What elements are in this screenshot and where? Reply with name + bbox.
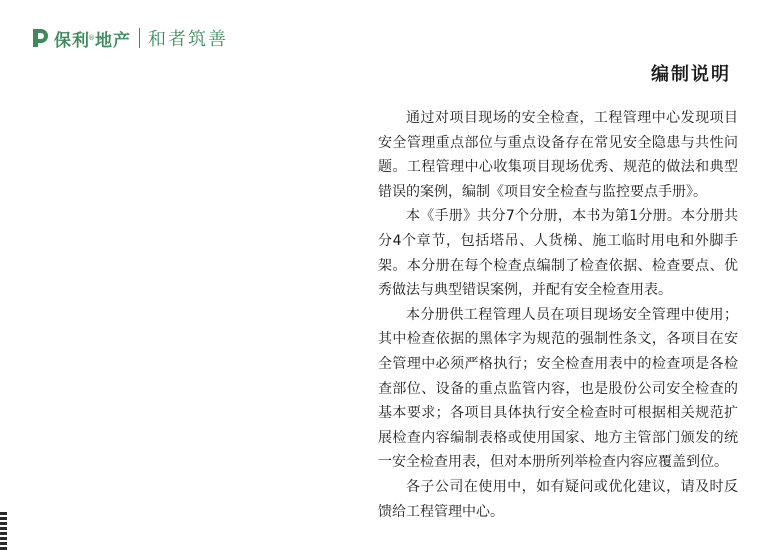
- paragraph: 通过对项目现场的安全检查，工程管理中心发现项目安全管理重点部位与重点设备存在常见安全隐患与共性问题。工程管理中心收集项目现场优秀、规范的做法和典型错误的案例，编制《项目安全检查与监控要点手册》。: [378, 110, 738, 200]
- document-body: [378, 106, 738, 524]
- paragraph: 本分册供工程管理人员在项目现场安全管理中使用；其中检查依据的黑体字为规范的强制性条文，各项目在安全管理中必须严格执行；安全检查用表中的检查项是各检查部位、设备的重点监管内容，也是股份公司安全检查的基本要求；各项目具体执行安全检查时可根据相关规范扩展检查内容编制表格或使用国家、地方主管部门颁发的统一安全检查用表，但对本册所列举检查内容应覆盖到位。: [378, 306, 738, 471]
- paragraph: 各子公司在使用中，如有疑问或优化建议，请及时反馈给工程管理中心。: [378, 478, 738, 520]
- registered-mark: ®: [88, 34, 95, 42]
- poly-logo-icon: [30, 27, 50, 49]
- paragraph: 本《手册》共分7个分册，本书为第1分册。本分册共分4个章节，包括塔吊、人货梯、施工临时用电和外脚手架。本分册在每个检查点编制了检查依据、检查要点、优秀做法与典型错误案例，并配有安全检查用表。: [378, 208, 738, 299]
- page-title: 编制说明: [651, 64, 731, 85]
- binding-edge-mark: [0, 512, 7, 550]
- brand-name: 保利: [54, 30, 90, 51]
- header-divider: [139, 28, 140, 48]
- brand-header: [30, 24, 228, 52]
- brand-subname: 地产: [95, 30, 131, 51]
- brand-slogan: 和者筑善: [148, 29, 228, 50]
